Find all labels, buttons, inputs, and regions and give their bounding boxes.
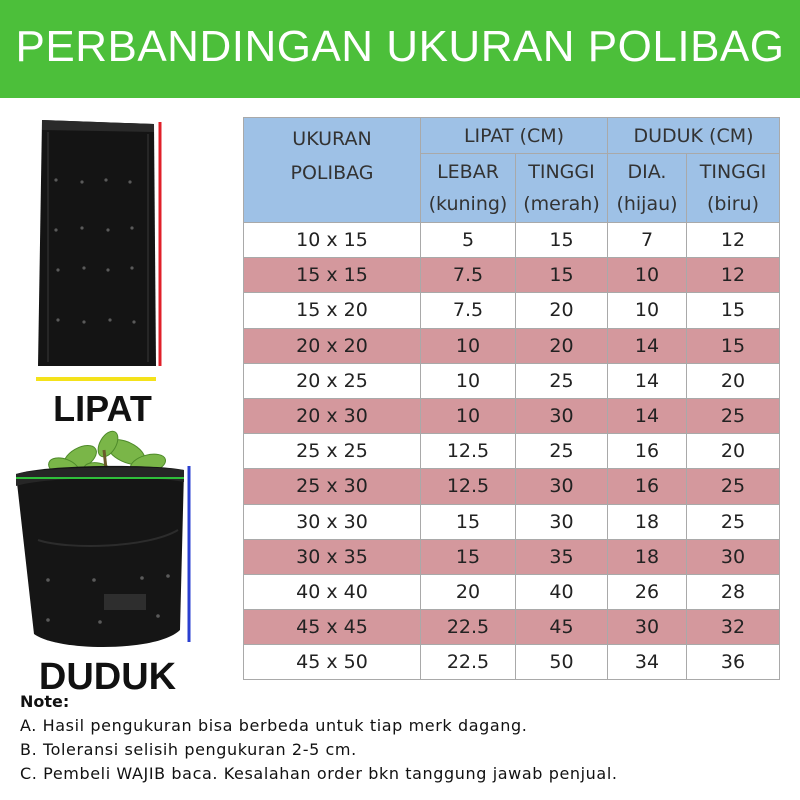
cell-tinggi-duduk: 15 [687,328,780,363]
cell-lebar: 15 [421,504,516,539]
table-row [244,434,780,469]
cell-size: 20 x 25 [244,363,421,398]
cell-tinggi-duduk: 20 [687,434,780,469]
cell-diameter: 30 [608,610,687,645]
size-comparison-table [243,117,780,680]
cell-size: 20 x 20 [244,328,421,363]
cell-tinggi-duduk: 25 [687,504,780,539]
cell-tinggi-lipat: 25 [516,434,608,469]
table-row [244,645,780,680]
cell-tinggi-duduk: 15 [687,293,780,328]
cell-diameter: 26 [608,574,687,609]
cell-tinggi-lipat: 25 [516,363,608,398]
cell-lebar: 10 [421,363,516,398]
lipat-label: LIPAT [53,388,152,429]
cell-diameter: 18 [608,539,687,574]
cell-tinggi-lipat: 15 [516,258,608,293]
note-line-c: C. Pembeli WAJIB baca. Kesalahan order bkn tanggung jawab penjual. [20,764,618,783]
cell-lebar: 5 [421,223,516,258]
cell-tinggi-lipat: 35 [516,539,608,574]
table-row [244,258,780,293]
cell-tinggi-lipat: 20 [516,293,608,328]
cell-tinggi-duduk: 28 [687,574,780,609]
cell-tinggi-lipat: 40 [516,574,608,609]
cell-diameter: 18 [608,504,687,539]
cell-size: 30 x 30 [244,504,421,539]
cell-diameter: 10 [608,293,687,328]
cell-diameter: 16 [608,434,687,469]
cell-diameter: 14 [608,328,687,363]
header-tinggi-duduk: TINGGI (biru) [687,154,780,223]
cell-tinggi-lipat: 30 [516,469,608,504]
header-ukuran-polibag: UKURAN POLIBAG [244,118,421,223]
cell-size: 45 x 50 [244,645,421,680]
cell-tinggi-lipat: 20 [516,328,608,363]
cell-lebar: 12.5 [421,434,516,469]
cell-lebar: 22.5 [421,645,516,680]
header-tinggi-lipat: TINGGI (merah) [516,154,608,223]
table-row [244,398,780,433]
cell-lebar: 10 [421,398,516,433]
cell-diameter: 7 [608,223,687,258]
cell-diameter: 10 [608,258,687,293]
cell-size: 10 x 15 [244,223,421,258]
cell-tinggi-lipat: 30 [516,504,608,539]
cell-tinggi-duduk: 25 [687,469,780,504]
header-diameter: DIA. (hijau) [608,154,687,223]
cell-size: 40 x 40 [244,574,421,609]
cell-lebar: 10 [421,328,516,363]
cell-tinggi-duduk: 12 [687,258,780,293]
header-lipat-group: LIPAT (CM) [421,118,608,154]
cell-diameter: 16 [608,469,687,504]
note-line-b: B. Toleransi selisih pengukuran 2-5 cm. [20,740,357,759]
cell-tinggi-duduk: 12 [687,223,780,258]
cell-tinggi-duduk: 20 [687,363,780,398]
cell-tinggi-lipat: 30 [516,398,608,433]
table-row [244,539,780,574]
cell-tinggi-duduk: 36 [687,645,780,680]
cell-lebar: 15 [421,539,516,574]
duduk-label: DUDUK [38,656,177,698]
table-row [244,293,780,328]
cell-size: 45 x 45 [244,610,421,645]
cell-diameter: 14 [608,398,687,433]
header-lebar: LEBAR (kuning) [421,154,516,223]
cell-lebar: 20 [421,574,516,609]
header-duduk-group: DUDUK (CM) [608,118,780,154]
cell-tinggi-lipat: 45 [516,610,608,645]
cell-lebar: 12.5 [421,469,516,504]
cell-diameter: 34 [608,645,687,680]
notes-title: Note: [20,692,70,711]
standing-polybag-image [8,430,198,670]
flat-polybag-image [36,118,162,370]
cell-lebar: 22.5 [421,610,516,645]
table-header-row [244,118,780,154]
cell-diameter: 14 [608,363,687,398]
table-row [244,574,780,609]
page-title: PERBANDINGAN UKURAN POLIBAG [15,22,785,71]
cell-size: 25 x 30 [244,469,421,504]
table-row [244,363,780,398]
cell-lebar: 7.5 [421,293,516,328]
cell-tinggi-lipat: 15 [516,223,608,258]
table-row [244,469,780,504]
cell-size: 30 x 35 [244,539,421,574]
title-banner [0,0,800,98]
cell-size: 15 x 15 [244,258,421,293]
table-row [244,610,780,645]
cell-tinggi-duduk: 30 [687,539,780,574]
note-line-a: A. Hasil pengukuran bisa berbeda untuk tiap merk dagang. [20,716,528,735]
cell-size: 25 x 25 [244,434,421,469]
width-indicator-yellow [36,376,162,382]
cell-tinggi-duduk: 32 [687,610,780,645]
cell-size: 20 x 30 [244,398,421,433]
cell-tinggi-duduk: 25 [687,398,780,433]
table-row [244,328,780,363]
cell-size: 15 x 20 [244,293,421,328]
table-body [244,223,780,680]
table-row [244,223,780,258]
notes-section [20,690,790,786]
cell-lebar: 7.5 [421,258,516,293]
table-row [244,504,780,539]
cell-tinggi-lipat: 50 [516,645,608,680]
